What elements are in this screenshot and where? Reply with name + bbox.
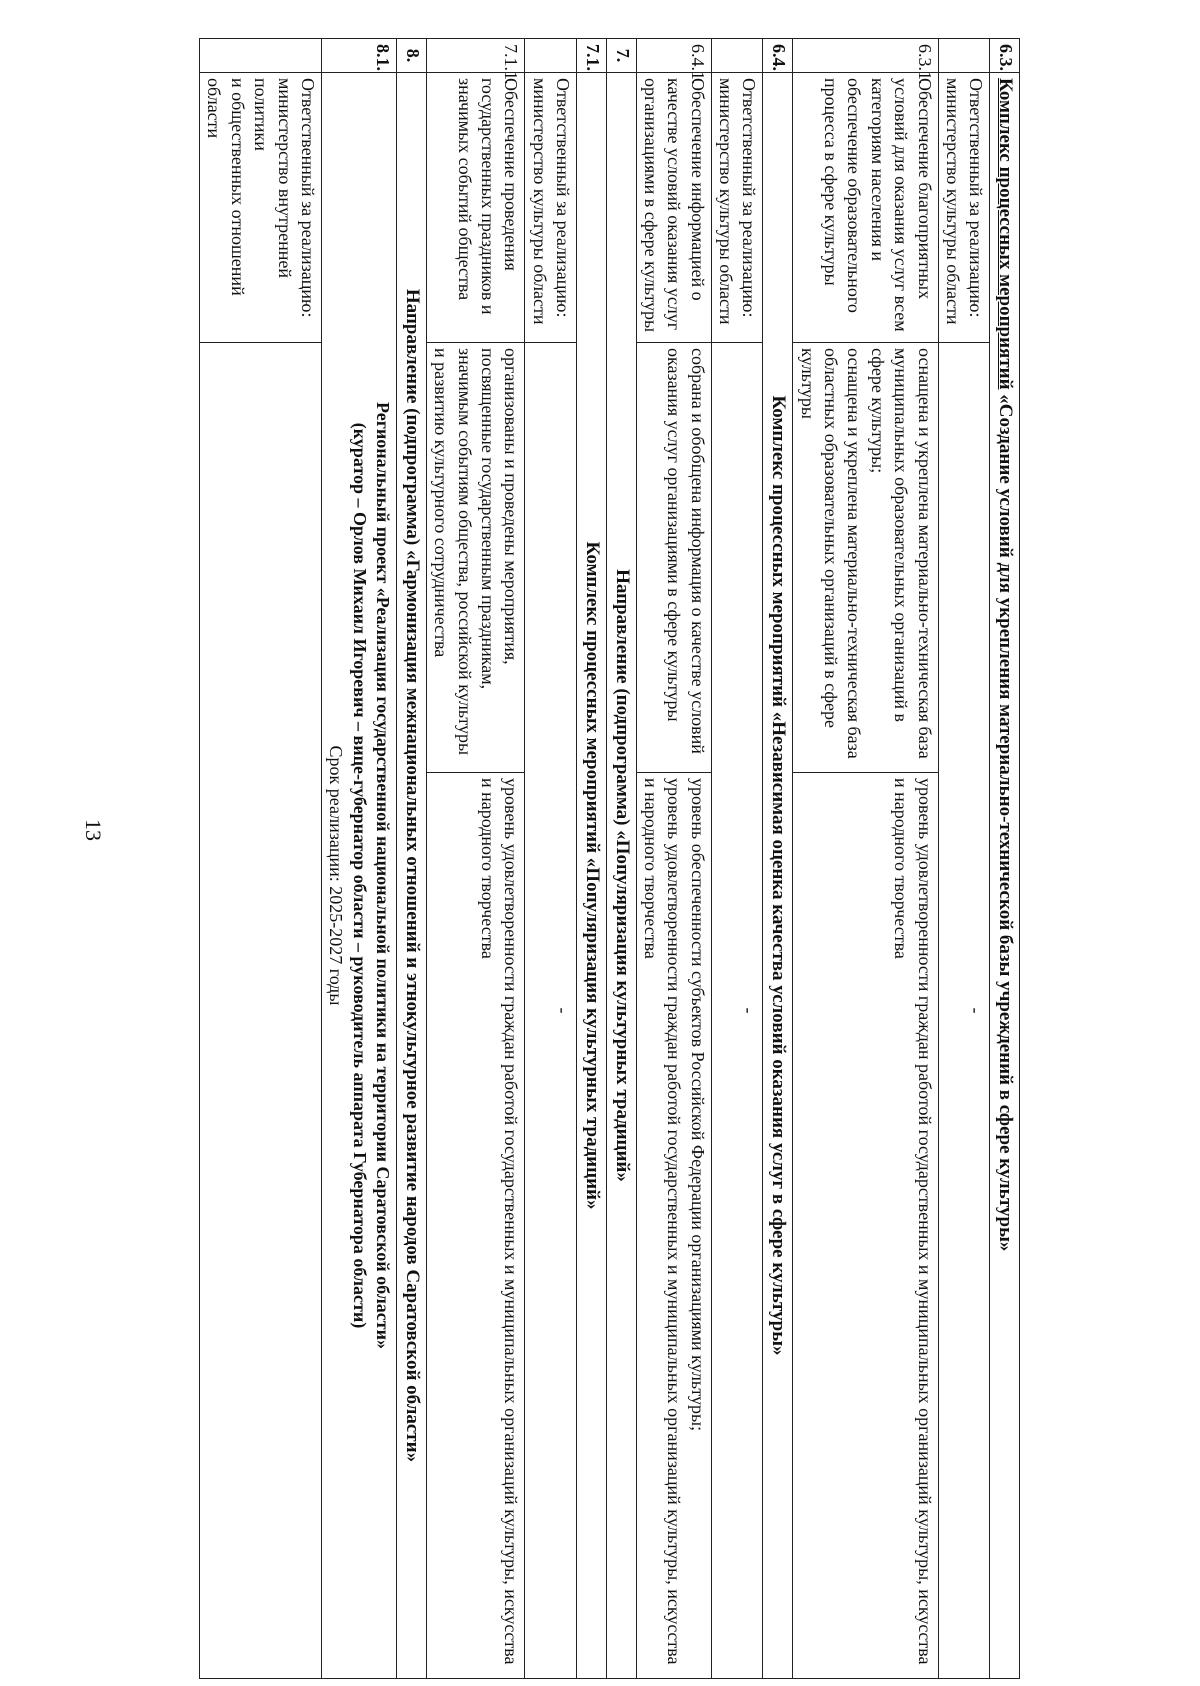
- task-row-6-3-1: [793, 39, 938, 1679]
- result-cell: собрана и обобщена информация о качестве условий оказания услуг организациями в сфере культуры: [636, 343, 711, 773]
- indicator-line: уровень обеспеченности субъектов Российской Федерации организациями культуры;: [687, 778, 708, 1432]
- empty-cell: [200, 39, 322, 73]
- row-number: 6.4.1.: [636, 39, 711, 73]
- project-row-8-1: [321, 39, 396, 1679]
- row-number: 6.3.1.: [793, 39, 938, 73]
- responsible-row-7-1: [525, 39, 577, 1679]
- direction-title: Направление (подпрограмма) «Гармонизация межнациональных отношений и этнокультурное развитие народов Саратовской области»: [397, 73, 427, 1679]
- empty-cell: [200, 343, 322, 1679]
- responsible-value: министерство культуры области: [529, 78, 550, 325]
- project-term: Срок реализации: 2025-2027 годы: [326, 745, 347, 1006]
- project-title: [321, 73, 396, 1679]
- responsible-label: Ответственный за реализацию:: [966, 78, 987, 318]
- row-number: 6.3.: [990, 39, 1020, 73]
- row-number: 8.1.: [321, 39, 396, 73]
- section-title: [990, 73, 1020, 1679]
- plan-table: [199, 38, 1020, 1679]
- direction-row-7: [606, 39, 636, 1679]
- responsible-cell: [200, 73, 322, 343]
- task-row-6-4-1: [636, 39, 711, 1679]
- project-curator-line: (куратор – Орлов Михаил Игоревич – вице-губернатор области – руководитель аппарата Губернатора области): [349, 422, 370, 1329]
- responsible-value: министерство культуры области: [716, 78, 737, 325]
- section-title: Комплекс процессных мероприятий «Популяризация культурных традиций»: [577, 73, 607, 1679]
- dash-cell: -: [711, 343, 763, 1679]
- empty-cell: [938, 39, 990, 73]
- responsible-row-6-3: [938, 39, 990, 1679]
- row-number: 6.4.: [763, 39, 793, 73]
- result-cell: [793, 343, 938, 773]
- section-row-7-1: [577, 39, 607, 1679]
- row-number: 7.: [606, 39, 636, 73]
- section-title-rest: «Создание условий для укрепления материально-технической базы учреждений в сфере культуры»: [995, 394, 1016, 1252]
- empty-cell: [711, 39, 763, 73]
- section-title: Комплекс процессных мероприятий «Независимая оценка качества условий оказания услуг в сфере культуры»: [763, 73, 793, 1679]
- responsible-label: Ответственный за реализацию:: [553, 78, 574, 318]
- result-line: оснащена и укреплена материально-техническая база областных образовательных организаций в сфере культуры: [797, 348, 865, 759]
- indicator-cell: [636, 773, 711, 1679]
- empty-cell: [525, 39, 577, 73]
- responsible-cell: [711, 73, 763, 343]
- responsible-value: и общественных отношений области: [204, 78, 248, 296]
- responsible-value: министерство культуры области: [942, 78, 963, 325]
- responsible-cell: [525, 73, 577, 343]
- task-cell: Обеспечение благоприятных условий для оказания услуг всем категориям населения и обеспечение образовательного процесса в сфере культуры: [793, 73, 938, 343]
- direction-row-8: [397, 39, 427, 1679]
- dash-cell: -: [525, 343, 577, 1679]
- project-title-line: Региональный проект «Реализация государственной национальной политики на территории Саратовской области»: [373, 401, 394, 1350]
- responsible-value: министерство внутренней политики: [251, 78, 295, 278]
- rotated-table-container: [170, 38, 1020, 1678]
- responsible-row-8-1: [200, 39, 322, 1679]
- page-number: 13: [81, 819, 106, 841]
- section-row-6-3: [990, 39, 1020, 1679]
- row-number: 7.1.: [577, 39, 607, 73]
- task-cell: Обеспечение информацией о качестве условий оказания услуг организациями в сфере культуры: [636, 73, 711, 343]
- responsible-row-6-4: [711, 39, 763, 1679]
- task-cell: Обеспечение проведения государственных праздников и значимых событий общества: [426, 73, 525, 343]
- responsible-label: Ответственный за реализацию:: [297, 78, 318, 318]
- dash-cell: -: [938, 343, 990, 1679]
- row-number: 7.1.1.: [426, 39, 525, 73]
- responsible-cell: [938, 73, 990, 343]
- indicator-cell: уровень удовлетворенности граждан работой государственных и муниципальных организаций культуры, искусства и народного творчества: [426, 773, 525, 1679]
- result-line: оснащена и укреплена материально-техническая база муниципальных образовательных организаций в сфере культуры;: [867, 348, 935, 759]
- section-row-6-4: [763, 39, 793, 1679]
- task-row-7-1-1: [426, 39, 525, 1679]
- result-cell: организованы и проведены мероприятия, посвященные государственным праздникам, значимым событиям общества, российской культуры и развитию культурного сотрудничества: [426, 343, 525, 773]
- section-title-prefix: Комплекс процессных мероприятий: [995, 78, 1016, 390]
- direction-title: Направление (подпрограмма) «Популяризация культурных традиций»: [606, 73, 636, 1679]
- indicator-line: уровень удовлетворенности граждан работой государственных и муниципальных организаций культуры, искусства и народного творчества: [640, 778, 685, 1665]
- indicator-cell: уровень удовлетворенности граждан работой государственных и муниципальных организаций культуры, искусства и народного творчества: [793, 773, 938, 1679]
- responsible-label: Ответственный за реализацию:: [739, 78, 760, 318]
- row-number: 8.: [397, 39, 427, 73]
